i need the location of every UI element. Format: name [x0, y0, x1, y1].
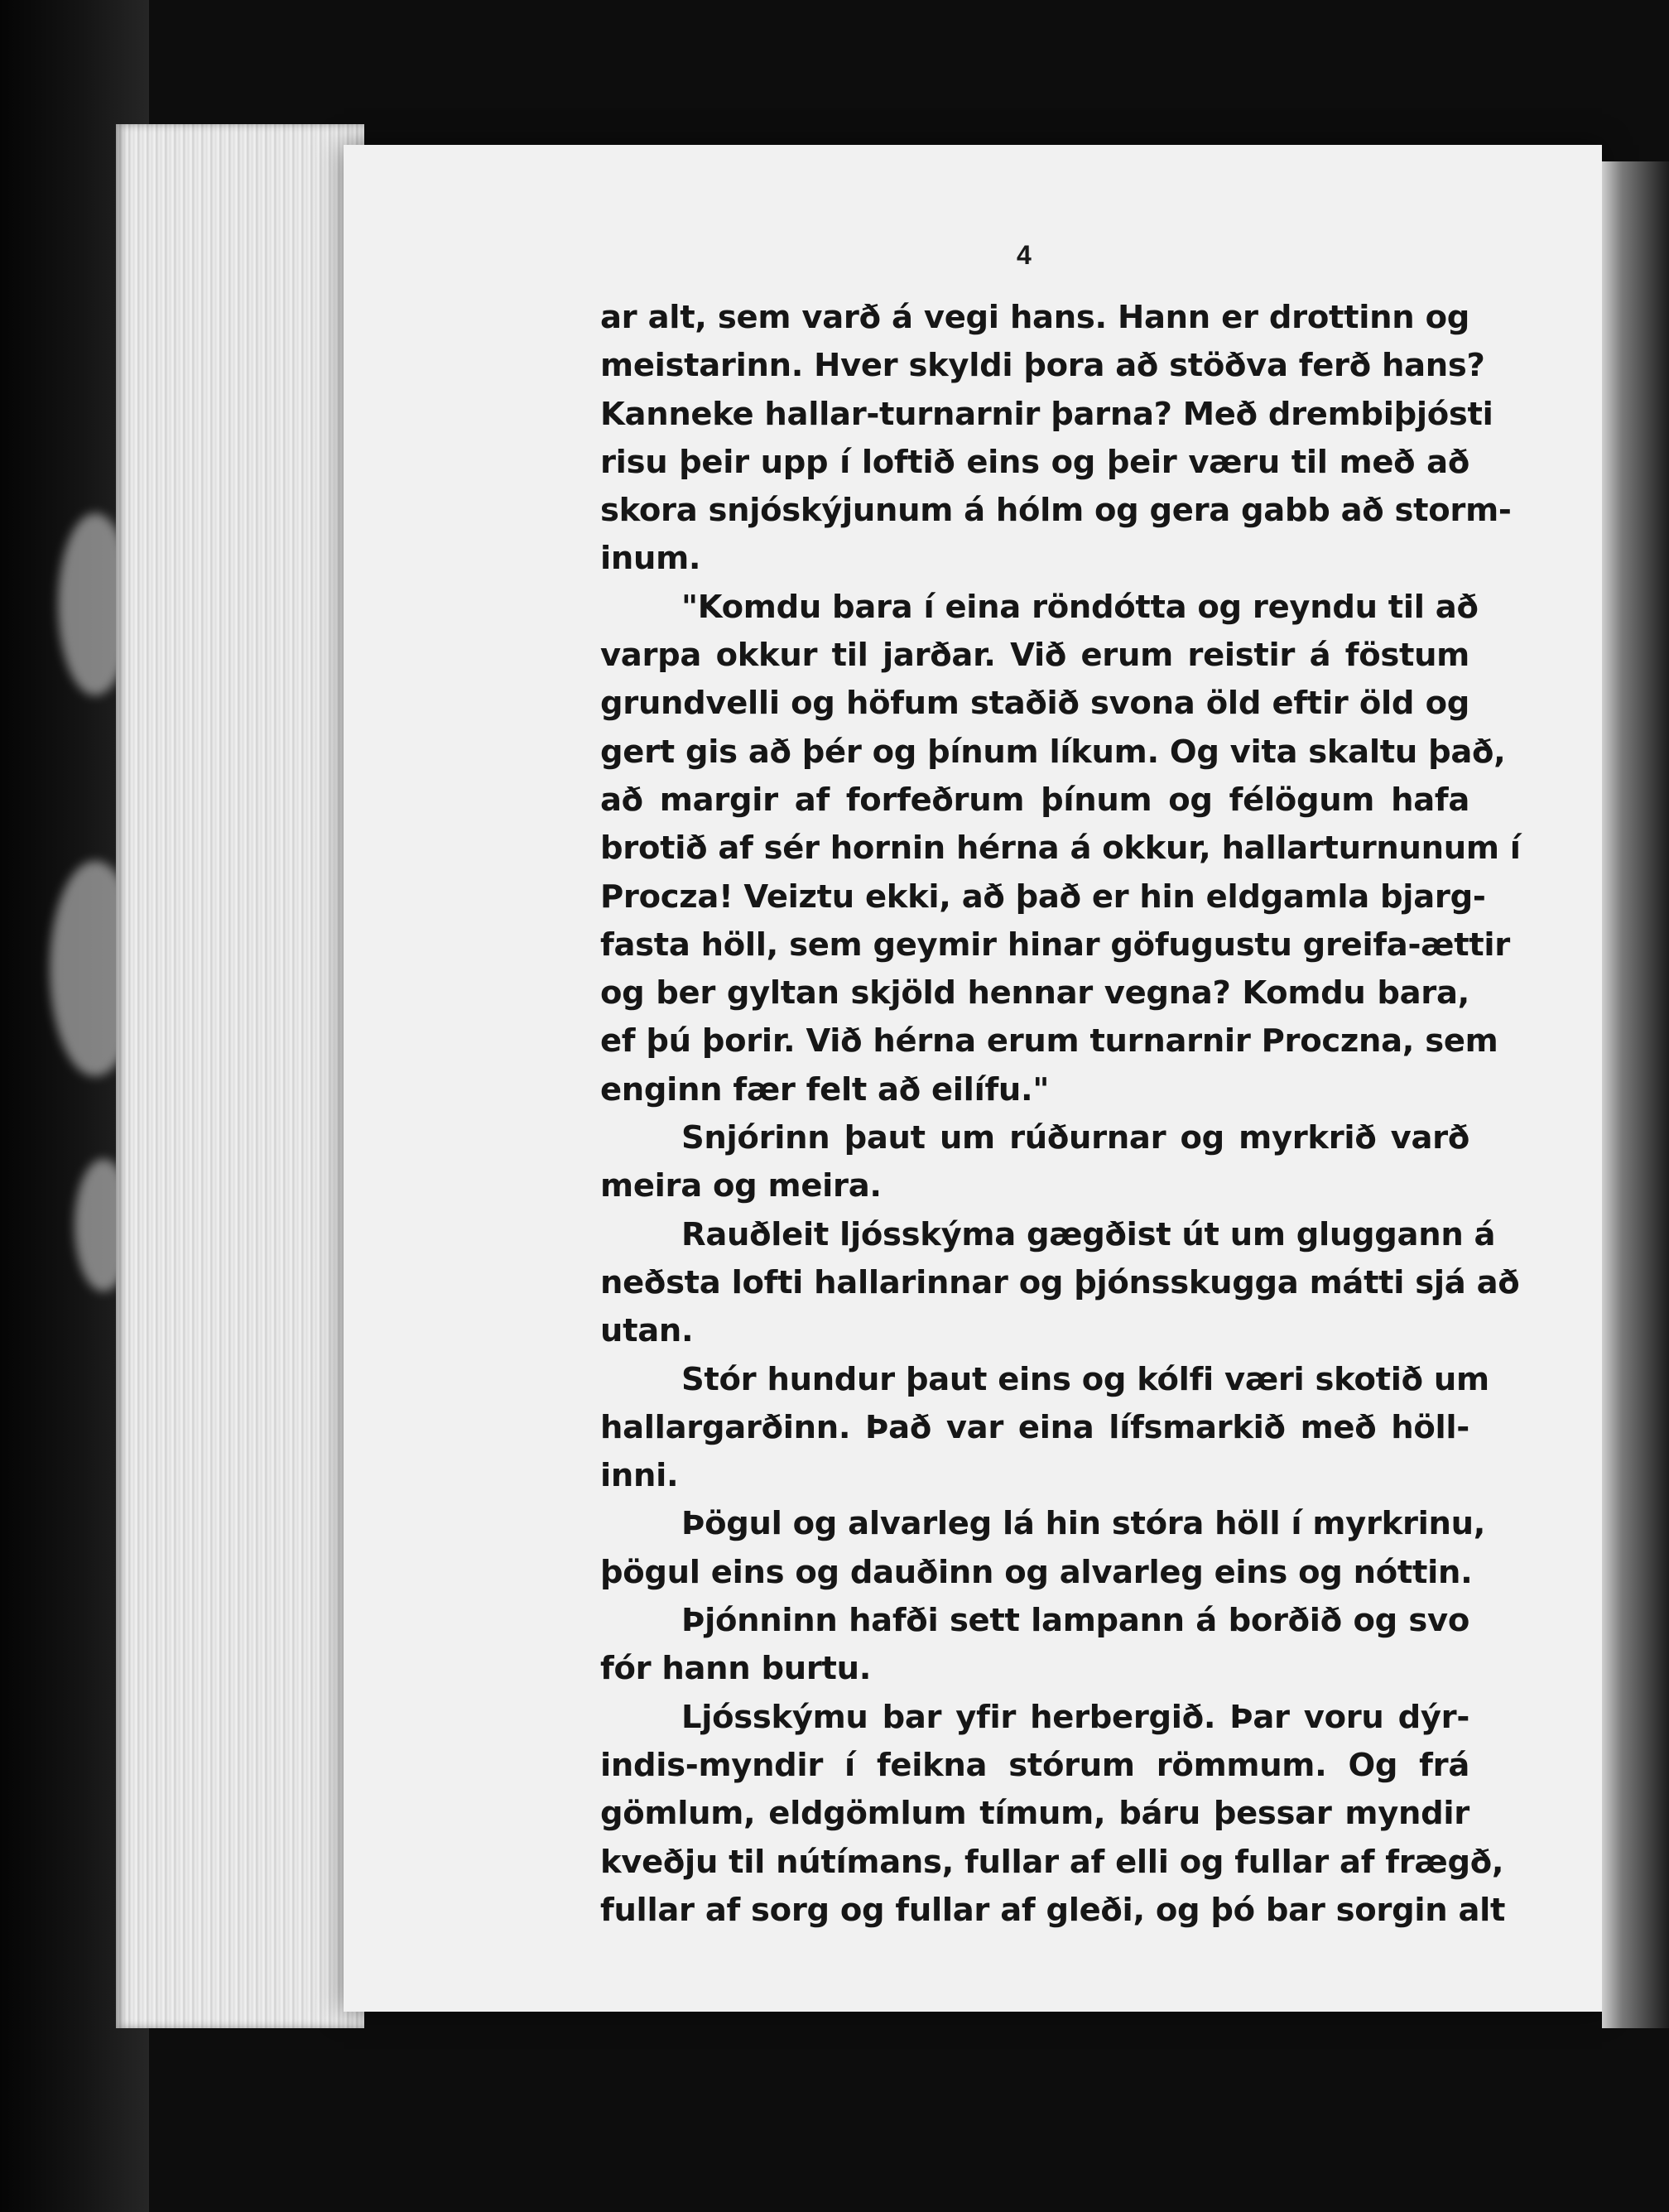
text-line: varpa okkur til jarðar. Við erum reistir á föstum	[600, 637, 1469, 675]
facing-page-edge	[1602, 161, 1669, 2028]
text-line: neðsta lofti hallarinnar og þjónsskugga mátti sjá að	[600, 1263, 1520, 1301]
text-line: Kanneke hallar-turnarnir þarna? Með drembiþjósti	[600, 395, 1493, 433]
book-page-edges	[116, 124, 364, 2028]
text-line: Þögul og alvarleg lá hin stóra höll í myrkrinu,	[681, 1505, 1486, 1543]
page-number: 4	[1017, 240, 1032, 270]
text-line: gert gis að þér og þínum líkum. Og vita skaltu það,	[600, 733, 1506, 771]
text-line: kveðju til nútímans, fullar af elli og fullar af frægð,	[600, 1843, 1504, 1881]
text-line: grundvelli og höfum staðið svona öld eftir öld og	[600, 685, 1469, 723]
text-line: Þjónninn hafði sett lampann á borðið og svo	[681, 1602, 1469, 1640]
text-line: Procza! Veiztu ekki, að það er hin eldgamla bjarg-	[600, 878, 1486, 916]
text-line: fasta höll, sem geymir hinar göfugustu greifa-ættir	[600, 926, 1510, 964]
paragraph	[600, 294, 1512, 584]
text-line: Snjórinn þaut um rúðurnar og myrkrið varð	[681, 1119, 1469, 1157]
text-line: enginn fær felt að eilífu."	[600, 1070, 1050, 1108]
page-text	[600, 294, 1521, 1935]
text-line: ef þú þorir. Við hérna erum turnarnir Proczna, sem	[600, 1022, 1498, 1060]
paragraph	[600, 1114, 1469, 1211]
paragraph	[600, 1211, 1520, 1356]
text-line: indis-myndir í feikna stórum römmum. Og frá	[600, 1746, 1469, 1784]
text-line: Stór hundur þaut eins og kólfi væri skotið um	[681, 1360, 1489, 1398]
text-line: skora snjóskýjunum á hólm og gera gabb að storm-	[600, 492, 1512, 530]
text-line: hallargarðinn. Það var eina lífsmarkið með höll-	[600, 1408, 1469, 1446]
text-line: inni.	[600, 1457, 679, 1495]
text-line: meistarinn. Hver skyldi þora að stöðva ferð hans?	[600, 347, 1485, 385]
text-line: inum.	[600, 540, 701, 578]
text-line: meira og meira.	[600, 1167, 882, 1205]
text-line: Ljósskýmu bar yfir herbergið. Þar voru dýr-	[681, 1698, 1469, 1736]
text-line: utan.	[600, 1312, 694, 1350]
paragraph	[600, 1356, 1489, 1501]
text-line: og ber gyltan skjöld hennar vegna? Komdu bara,	[600, 974, 1469, 1012]
text-line: fór hann burtu.	[600, 1650, 872, 1688]
text-line: ar alt, sem varð á vegi hans. Hann er drottinn og	[600, 299, 1469, 336]
text-line: brotið af sér hornin hérna á okkur, hallarturnunum í	[600, 830, 1521, 868]
paragraph	[600, 584, 1521, 1114]
text-line: gömlum, eldgömlum tímum, báru þessar myndir	[600, 1795, 1469, 1833]
text-line: fullar af sorg og fullar af gleði, og þó bar sorgin alt	[600, 1891, 1506, 1929]
paragraph	[600, 1694, 1506, 1935]
paragraph	[600, 1597, 1469, 1694]
text-line: risu þeir upp í loftið eins og þeir væru til með að	[600, 443, 1469, 481]
text-line: "Komdu bara í eina röndótta og reyndu til að	[681, 588, 1479, 626]
paragraph	[600, 1500, 1486, 1597]
text-line: að margir af forfeðrum þínum og félögum hafa	[600, 781, 1469, 819]
text-line: þögul eins og dauðinn og alvarleg eins og nóttin.	[600, 1553, 1473, 1591]
text-line: Rauðleit ljósskýma gægðist út um gluggann á	[681, 1215, 1496, 1253]
